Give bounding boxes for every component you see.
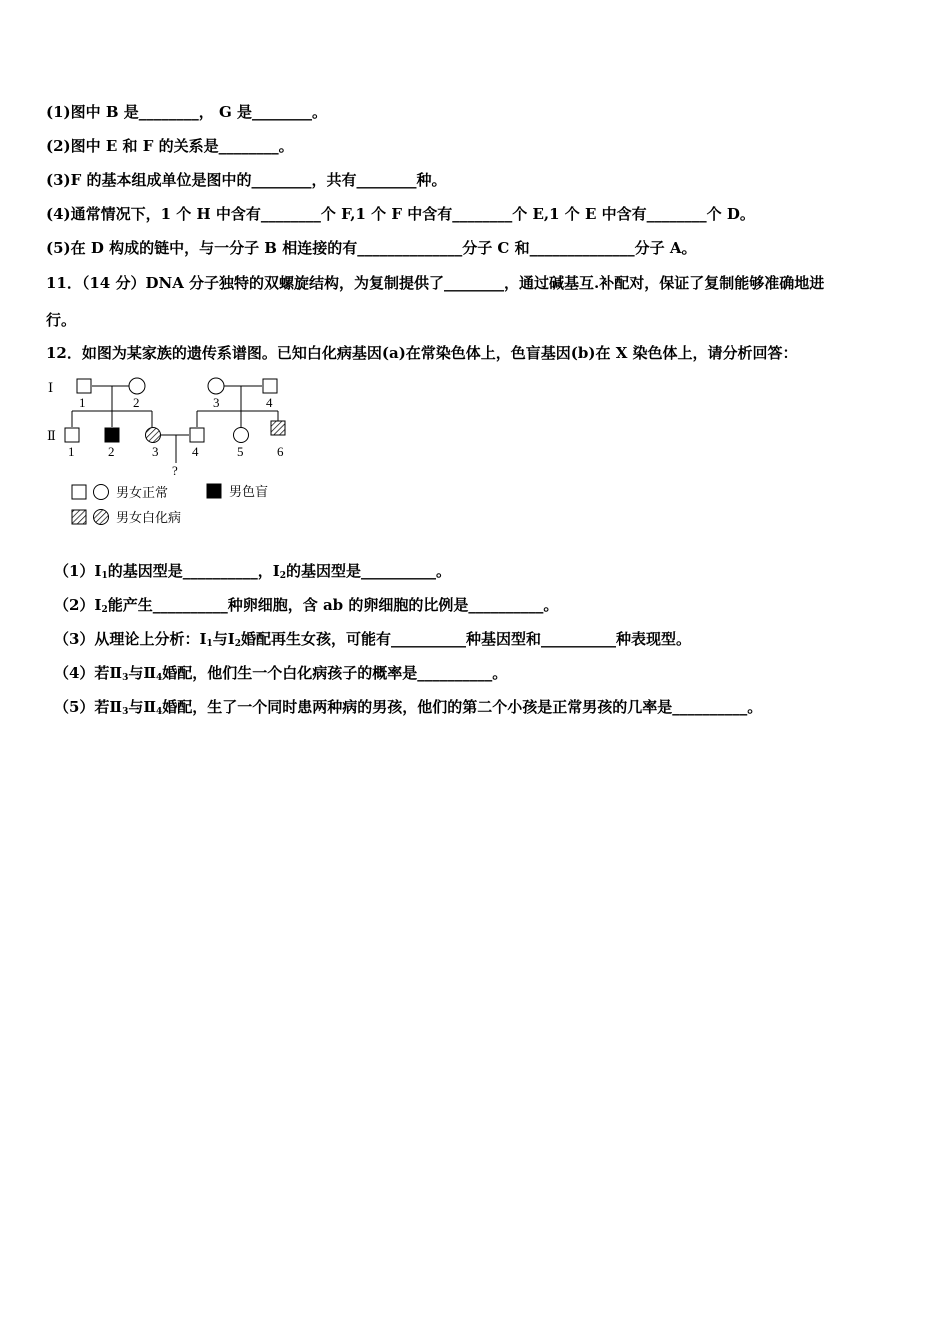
II2-colorblind-male (105, 428, 119, 442)
q12-sub-1: $(1)Ⅰ_1$的基因型是__________，$Ⅰ_2$的基因型是__________。 (54, 562, 452, 581)
II3-albino-female (146, 428, 161, 443)
q10-line-5: (5)在 D 构成的链中，与一分子 B 相连接的有______________分子 C 和______________分子 A。 (46, 239, 697, 257)
num-I1: 1 (79, 395, 86, 410)
II4-normal-male (190, 428, 204, 442)
gen-I-label: Ⅰ (48, 380, 54, 395)
II1-normal-male (65, 428, 79, 442)
q12-sub-4: （4）若$Ⅱ_3$与$Ⅱ_4$婚配，他们生一个白化病孩子的概率是__________。 (54, 664, 508, 683)
q12-intro: 12．如图为某家族的遗传系谱图。已知白化病基因(a)在常染色体上，色盲基因(b)在 X 染色体上，请分析回答： (46, 344, 798, 362)
num-II6: 6 (277, 444, 284, 459)
q10-line-2: (2)图中 E 和 F 的关系是________。 (46, 137, 294, 155)
pedigree-diagram (40, 374, 300, 534)
q10-line-3: (3)F 的基本组成单位是图中的________，共有________种。 (46, 171, 447, 189)
num-II1: 1 (68, 444, 75, 459)
q10-line-4: (4)通常情况下，1 个 H 中含有________个 F,1 个 F 中含有________个 E,1 个 E 中含有________个 D。 (46, 205, 755, 223)
legend-normal-label: 男女正常 (116, 485, 169, 500)
num-II5: 5 (237, 444, 244, 459)
num-II3: 3 (152, 444, 159, 459)
num-I4: 4 (266, 395, 273, 410)
num-I2: 2 (133, 395, 140, 410)
I3-normal-female (208, 378, 224, 394)
unknown-child-label: ? (172, 463, 178, 478)
II5-normal-female (234, 428, 249, 443)
q10-line-1: (1)图中 B 是________， G 是________。 (46, 103, 328, 121)
II6-albino-male (271, 421, 285, 435)
I4-normal-male (263, 379, 277, 393)
q12-sub-5: （5）若$Ⅱ_3$与$Ⅱ_4$婚配，生了一个同时患两种病的男孩，他们的第二个小孩是正常男孩的几率是__________。 (54, 698, 763, 717)
legend-albino-male (72, 510, 86, 524)
I1-normal-male (77, 379, 91, 393)
gen-II-label: Ⅱ (47, 428, 56, 443)
legend-colorblind-label: 男色盲 (229, 484, 269, 499)
legend-colorblind-male (207, 484, 221, 498)
num-II4: 4 (192, 444, 199, 459)
legend-normal-female (94, 485, 109, 500)
q11-line-1: 11．（14 分）DNA 分子独特的双螺旋结构，为复制提供了________，通过碱基互.补配对，保证了复制能够准确地进 (46, 274, 825, 292)
I2-normal-female (129, 378, 145, 394)
legend-albino-label: 男女白化病 (116, 510, 182, 525)
legend-normal-male (72, 485, 86, 499)
num-I3: 3 (213, 395, 220, 410)
num-II2: 2 (108, 444, 115, 459)
q12-sub-3: （3）从理论上分析：$Ⅰ_1$与$Ⅰ_2$婚配再生女孩，可能有__________种基因型和__________种表现型。 (54, 630, 692, 649)
legend-albino-female (94, 510, 109, 525)
q11-line-2: 行。 (46, 311, 77, 329)
q12-sub-2: $(2)Ⅰ_2$能产生__________种卵细胞，含 ab 的卵细胞的比例是__________。 (54, 596, 559, 615)
